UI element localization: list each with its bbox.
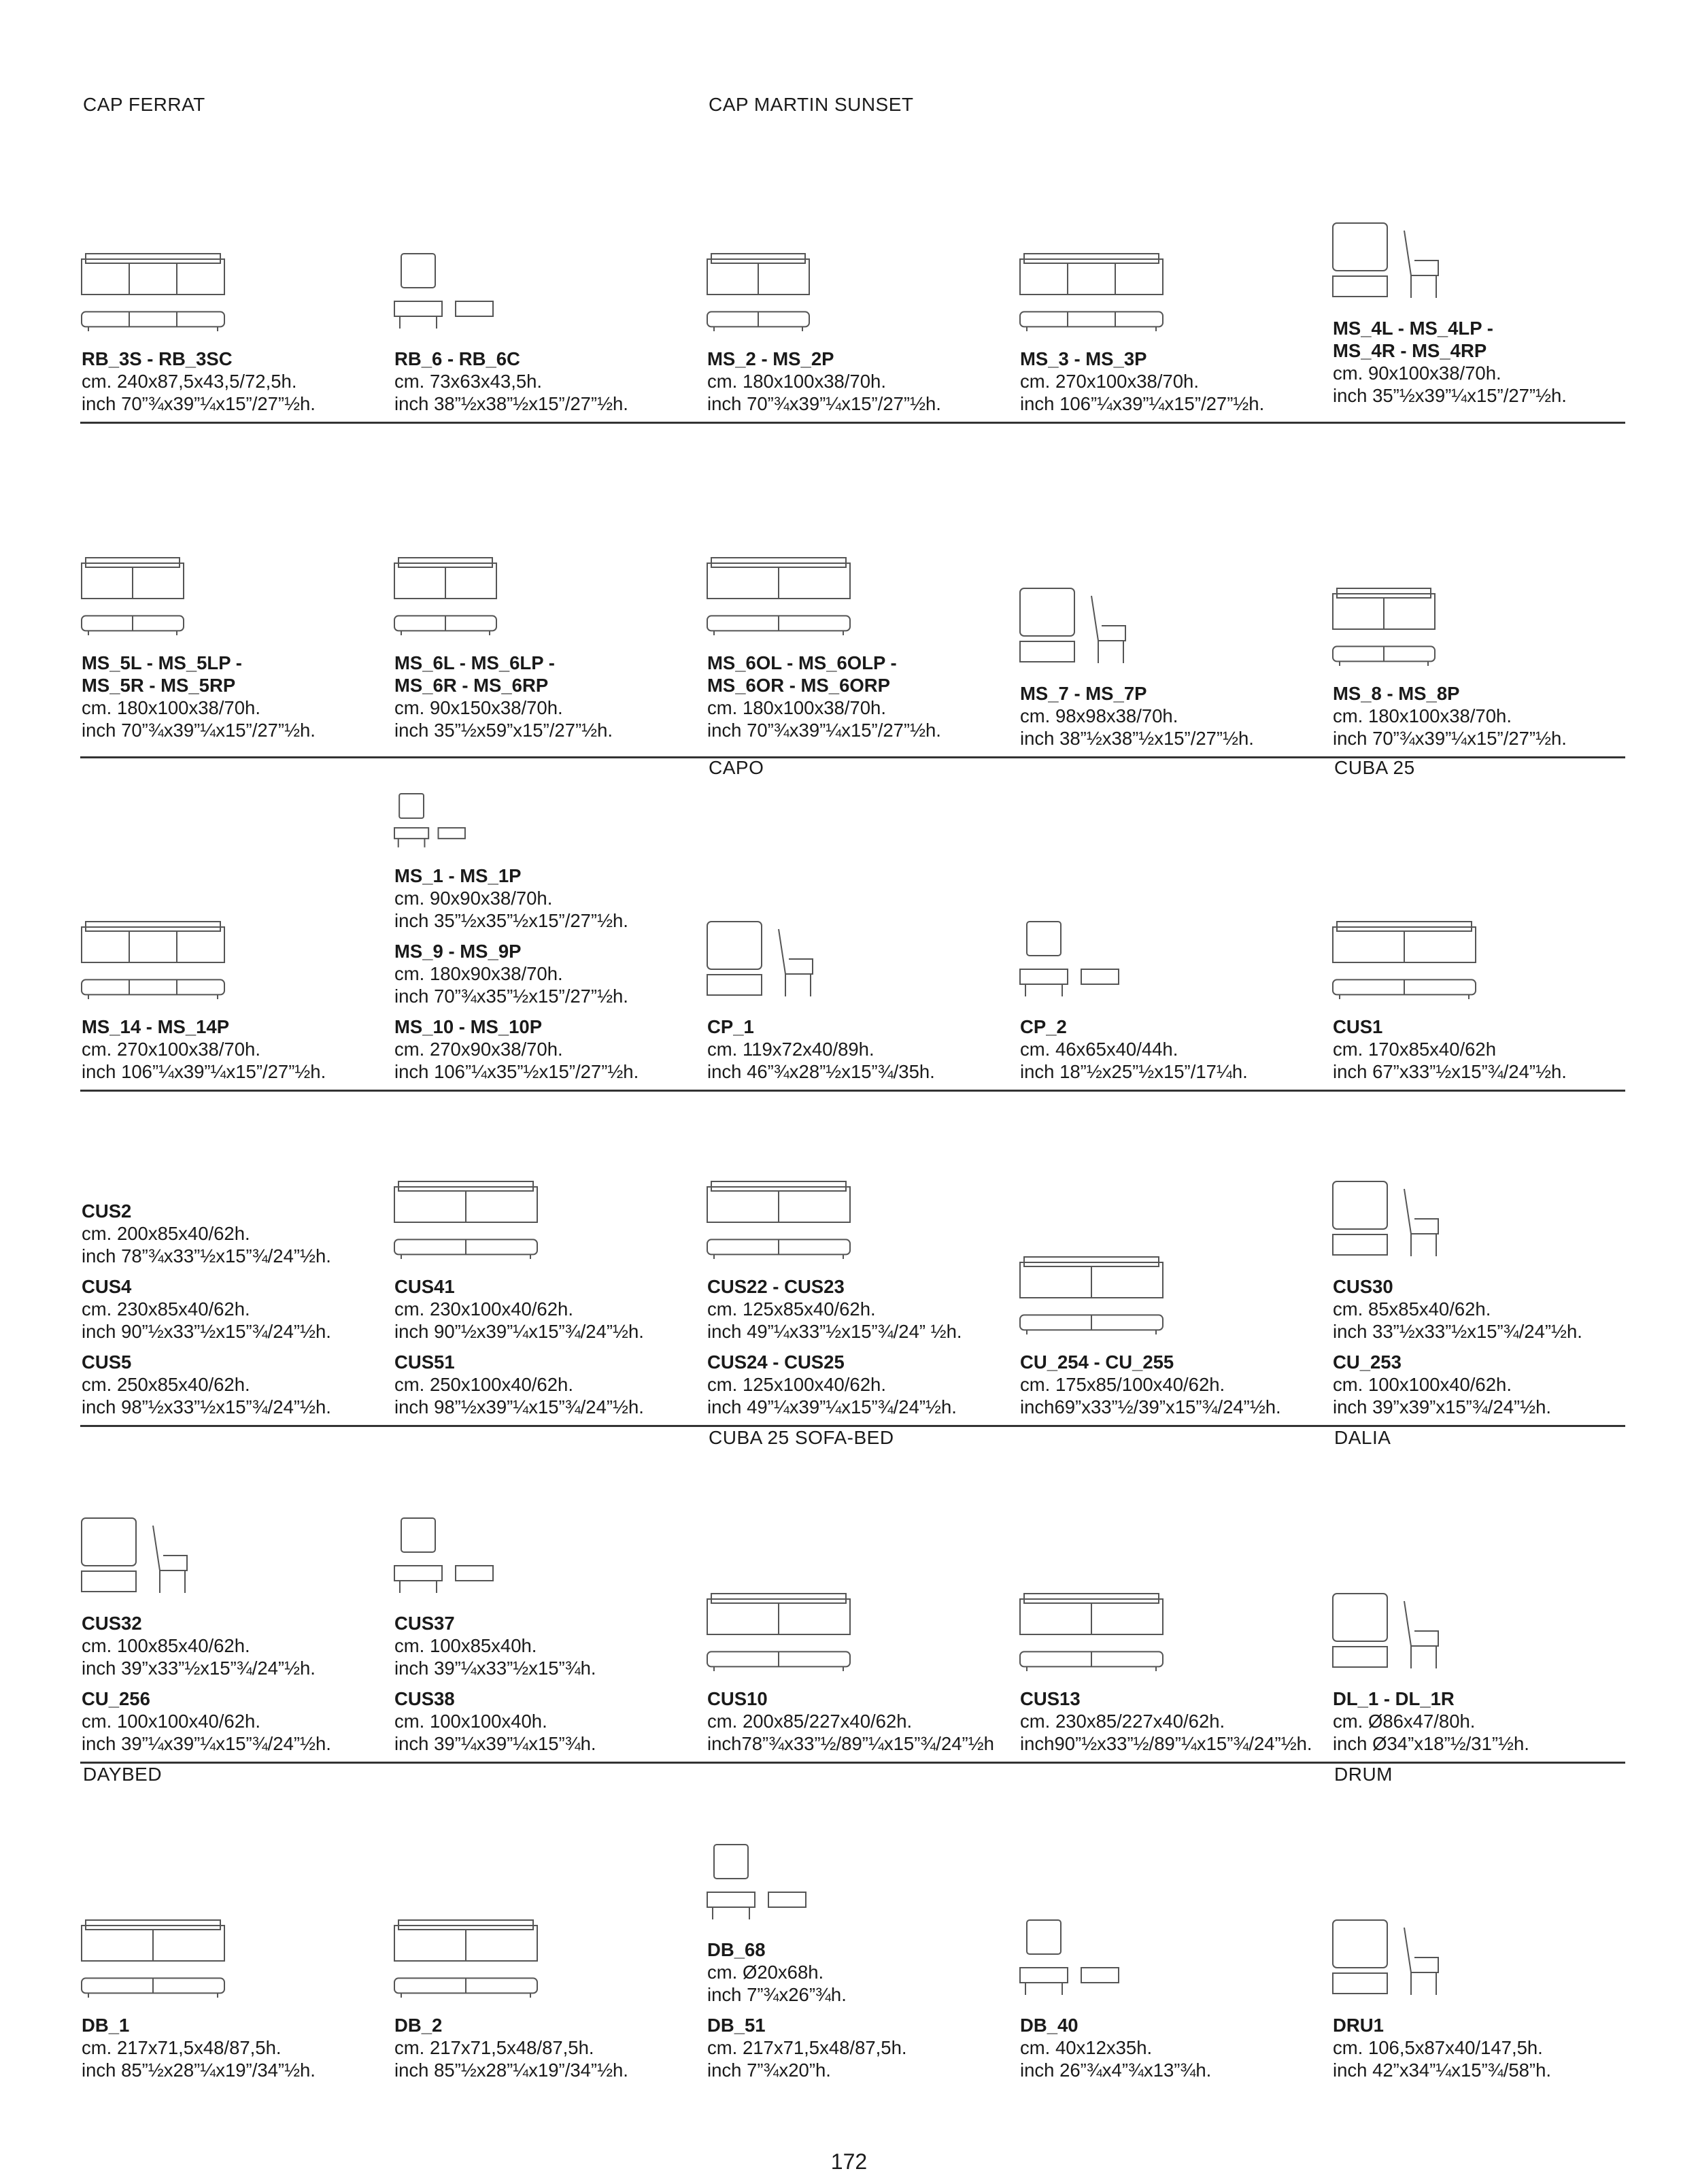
product-cell xyxy=(1333,758,1656,1090)
product-code: MS_2 - MS_2P xyxy=(707,348,834,369)
dimension-inch: inch90”½x33”½/89”¼x15”¾/24”½h. xyxy=(1020,1733,1312,1754)
product-spec xyxy=(394,864,628,932)
product-code: CUS32 xyxy=(82,1613,142,1634)
sofa-icon xyxy=(707,1161,864,1263)
dimension-inch: inch 35”½x59”x15”/27”½h. xyxy=(394,720,613,741)
product-cell xyxy=(394,1092,717,1425)
product-code: DB_68 xyxy=(707,1939,766,1960)
armchair-icon xyxy=(82,1498,238,1600)
stool-icon xyxy=(1020,901,1176,1003)
product-cell xyxy=(1333,75,1656,422)
dimension-inch: inch 49”¼x33”½x15”¾/24” ½h. xyxy=(707,1321,962,1342)
dimension-inch: inch 39”¼x33”½x15”¾h. xyxy=(394,1658,596,1679)
daybed-icon xyxy=(82,1900,238,2002)
product-code: MS_6OR - MS_6ORP xyxy=(707,675,890,696)
sofa-icon xyxy=(1333,901,1489,1003)
dimension-cm: cm. 100x100x40h. xyxy=(394,1711,547,1732)
product-spec xyxy=(1333,339,1567,407)
product-spec xyxy=(82,348,316,415)
product-spec xyxy=(1020,1351,1281,1418)
product-spec xyxy=(82,1687,331,1755)
dimension-inch: inch 39”x33”½x15”¾/24”½h. xyxy=(82,1658,316,1679)
dimension-inch: inch 106”¼x35”½x15”/27”½h. xyxy=(394,1061,639,1082)
product-code: DB_40 xyxy=(1020,2015,1079,2036)
ottoman-icon xyxy=(394,794,551,852)
product-code: CUS38 xyxy=(394,1688,455,1709)
armchair-icon xyxy=(1333,1161,1489,1263)
product-spec xyxy=(1333,682,1567,750)
dimension-inch: inch 67”x33”½x15”¾/24”½h. xyxy=(1333,1061,1567,1082)
product-spec xyxy=(82,1015,326,1083)
product-code: DL_1 - DL_1R xyxy=(1333,1688,1455,1709)
product-spec xyxy=(1333,1351,1551,1418)
dimension-inch: inch 85”½x28”¼x19”/34”½h. xyxy=(82,2060,316,2081)
product-code: DRU1 xyxy=(1333,2015,1384,2036)
dimension-inch: inch 90”½x39”¼x15”¾/24”½h. xyxy=(394,1321,644,1342)
dimension-cm: cm. 85x85x40/62h. xyxy=(1333,1298,1491,1320)
dimension-inch: inch 35”½x35”½x15”/27”½h. xyxy=(394,910,628,931)
product-cell xyxy=(1333,1765,1656,2088)
product-cell xyxy=(394,1765,717,2088)
section-title: CUBA 25 SOFA-BED xyxy=(709,1427,894,1448)
swivel-armchair-icon xyxy=(1333,1573,1489,1675)
dimension-inch: inch 70”¾x39”¼x15”/27”½h. xyxy=(82,720,316,741)
cushion-icon xyxy=(1020,1900,1176,2002)
dimension-cm: cm. 217x71,5x48/87,5h. xyxy=(82,2037,282,2058)
dimension-inch: inch 85”½x28”¼x19”/34”½h. xyxy=(394,2060,628,2081)
dimension-inch: inch 90”½x33”½x15”¾/24”½h. xyxy=(82,1321,331,1342)
dimension-cm: cm. 240x87,5x43,5/72,5h. xyxy=(82,371,297,392)
dimension-cm: cm. 250x85x40/62h. xyxy=(82,1374,250,1395)
product-cell xyxy=(1020,1092,1343,1425)
product-cell xyxy=(82,1428,405,1762)
product-code: MS_9 - MS_9P xyxy=(394,941,522,962)
product-cell xyxy=(1333,425,1656,756)
product-cell xyxy=(394,425,717,756)
product-spec xyxy=(707,1938,847,2006)
dimension-inch: inch 70”¾x39”¼x15”/27”½h. xyxy=(707,720,941,741)
dimension-inch: inch 106”¼x39”¼x15”/27”½h. xyxy=(82,1061,326,1082)
product-code: CUS10 xyxy=(707,1688,768,1709)
sofa-icon xyxy=(1020,1237,1176,1339)
dimension-cm: cm. 200x85/227x40/62h. xyxy=(707,1711,913,1732)
product-spec xyxy=(1020,348,1264,415)
product-cell xyxy=(707,425,1030,756)
product-code: MS_5L - MS_5LP - xyxy=(82,652,242,673)
dimension-cm: cm. 230x85x40/62h. xyxy=(82,1298,250,1320)
section-title: DAYBED xyxy=(83,1764,163,1785)
product-spec xyxy=(707,674,941,741)
product-code: MS_4L - MS_4LP - xyxy=(1333,318,1493,339)
product-spec xyxy=(707,1015,935,1083)
dimension-cm: cm. 200x85x40/62h. xyxy=(82,1223,250,1244)
sofa-3-seat-icon xyxy=(82,901,238,1003)
daybed-icon xyxy=(394,1900,551,2002)
armchair-icon xyxy=(707,901,864,1003)
dimension-inch: inch 39”¼x39”¼x15”¾h. xyxy=(394,1733,596,1754)
product-code: CUS37 xyxy=(394,1613,455,1634)
row-divider xyxy=(80,1762,1625,1764)
dimension-cm: cm. 46x65x40/44h. xyxy=(1020,1039,1178,1060)
dimension-inch: inch 7”¾x26”¾h. xyxy=(707,1984,847,2005)
product-code: MS_1 - MS_1P xyxy=(394,865,522,886)
dimension-inch: inch78”¾x33”½/89”¼x15”¾/24”½h xyxy=(707,1733,994,1754)
product-code: CUS13 xyxy=(1020,1688,1081,1709)
dimension-cm: cm. 170x85x40/62h xyxy=(1333,1039,1497,1060)
dimension-cm: cm. 100x100x40/62h. xyxy=(82,1711,260,1732)
dimension-inch: inch 39”x39”x15”¾/24”½h. xyxy=(1333,1396,1552,1417)
product-spec xyxy=(394,1275,644,1343)
product-cell xyxy=(707,75,1030,422)
product-code: RB_6 - RB_6C xyxy=(394,348,520,369)
product-spec xyxy=(82,2014,316,2081)
product-spec xyxy=(394,940,628,1007)
sofa-bed-icon xyxy=(1020,1573,1176,1675)
product-code: MS_10 - MS_10P xyxy=(394,1016,543,1037)
dimension-inch: inch 106”¼x39”¼x15”/27”½h. xyxy=(1020,393,1265,414)
dimension-inch: inch 26”¾x4”¾x13”¾h. xyxy=(1020,2060,1212,2081)
dimension-inch: inch 46”¾x28”½x15”¾/35h. xyxy=(707,1061,935,1082)
dimension-cm: cm. 270x100x38/70h. xyxy=(1020,371,1199,392)
product-spec xyxy=(1020,1687,1312,1755)
product-spec xyxy=(707,1275,962,1343)
sofa-bed-icon xyxy=(707,1573,864,1675)
sofa-3-seat-icon xyxy=(1020,233,1176,335)
cushion-icon xyxy=(707,1824,864,1926)
dimension-inch: inch 70”¾x35”½x15”/27”½h. xyxy=(394,986,628,1007)
sofa-2-seat-icon xyxy=(707,233,864,335)
section-title: CAPO xyxy=(709,757,764,778)
dimension-inch: inch 98”½x39”¼x15”¾/24”½h. xyxy=(394,1396,644,1417)
product-cell xyxy=(394,1428,717,1762)
product-code: CUS24 - CUS25 xyxy=(707,1351,845,1373)
pouf-icon xyxy=(394,233,551,335)
product-code: MS_8 - MS_8P xyxy=(1333,683,1460,704)
armchair-icon xyxy=(1333,1900,1489,2002)
section-title: DRUM xyxy=(1334,1764,1393,1785)
product-cell xyxy=(707,1765,1030,2088)
product-spec xyxy=(707,1351,957,1418)
sofa-icon xyxy=(394,1161,551,1263)
product-cell xyxy=(1020,425,1343,756)
product-code: MS_14 - MS_14P xyxy=(82,1016,230,1037)
dimension-cm: cm. 180x100x38/70h. xyxy=(707,697,886,718)
product-code: CUS51 xyxy=(394,1351,455,1373)
product-code: MS_7 - MS_7P xyxy=(1020,683,1147,704)
product-spec xyxy=(1333,2014,1551,2081)
dimension-inch: inch 39”¼x39”¼x15”¾/24”½h. xyxy=(82,1733,331,1754)
armless-module-icon xyxy=(1333,203,1489,305)
product-spec xyxy=(82,1275,331,1343)
dimension-cm: cm. 270x90x38/70h. xyxy=(394,1039,563,1060)
dimension-inch: inch 49”¼x39”¼x15”¾/24”½h. xyxy=(707,1396,957,1417)
dimension-cm: cm. 90x90x38/70h. xyxy=(394,888,553,909)
product-spec xyxy=(82,1200,331,1267)
product-code: CUS5 xyxy=(82,1351,132,1373)
product-cell xyxy=(707,758,1030,1090)
dimension-inch: inch 70”¾x39”¼x15”/27”½h. xyxy=(82,393,316,414)
sofa-2-seat-icon xyxy=(1333,568,1489,670)
product-code: CP_2 xyxy=(1020,1016,1067,1037)
dimension-inch: inch Ø34”x18”½/31”½h. xyxy=(1333,1733,1529,1754)
product-code: CUS1 xyxy=(1333,1016,1383,1037)
dimension-inch: inch 35”½x39”¼x15”/27”½h. xyxy=(1333,385,1567,406)
product-code: CUS41 xyxy=(394,1276,455,1297)
dimension-inch: inch 98”½x33”½x15”¾/24”½h. xyxy=(82,1396,331,1417)
section-title: CUBA 25 xyxy=(1334,757,1415,778)
product-cell xyxy=(394,75,717,422)
product-cell xyxy=(1020,75,1343,422)
product-spec xyxy=(1333,1275,1582,1343)
dimension-inch: inch 70”¾x39”¼x15”/27”½h. xyxy=(707,393,941,414)
dimension-inch: inch 70”¾x39”¼x15”/27”½h. xyxy=(1333,728,1567,749)
open-end-sofa-icon xyxy=(707,537,864,639)
dimension-cm: cm. 125x100x40/62h. xyxy=(707,1374,886,1395)
product-cell xyxy=(82,758,405,1090)
dimension-inch: inch 38”½x38”½x15”/27”½h. xyxy=(1020,728,1254,749)
page-number: 172 xyxy=(830,2149,868,2174)
product-code: RB_3S - RB_3SC xyxy=(82,348,233,369)
product-cell xyxy=(707,1092,1030,1425)
product-cell xyxy=(707,1428,1030,1762)
product-cell xyxy=(1020,758,1343,1090)
dimension-cm: cm. 119x72x40/89h. xyxy=(707,1039,875,1060)
pouf-icon xyxy=(394,1498,551,1600)
dimension-inch: inch 38”½x38”½x15”/27”½h. xyxy=(394,393,628,414)
product-code: CUS4 xyxy=(82,1276,132,1297)
dimension-cm: cm. 40x12x35h. xyxy=(1020,2037,1153,2058)
dimension-cm: cm. 270x100x38/70h. xyxy=(82,1039,260,1060)
dimension-cm: cm. Ø20x68h. xyxy=(707,1962,824,1983)
dimension-cm: cm. 180x100x38/70h. xyxy=(1333,705,1512,726)
dimension-cm: cm. 90x100x38/70h. xyxy=(1333,363,1501,384)
product-spec xyxy=(394,674,613,741)
product-spec xyxy=(394,2014,628,2081)
product-code: MS_5R - MS_5RP xyxy=(82,675,236,696)
product-code: CUS30 xyxy=(1333,1276,1393,1297)
section-title: CAP MARTIN SUNSET xyxy=(709,94,914,115)
dimension-cm: cm. 180x100x38/70h. xyxy=(707,371,886,392)
product-spec xyxy=(394,1612,596,1679)
dimension-cm: cm. 175x85/100x40/62h. xyxy=(1020,1374,1225,1395)
product-code: MS_3 - MS_3P xyxy=(1020,348,1147,369)
dimension-inch: inch 33”½x33”½x15”¾/24”½h. xyxy=(1333,1321,1582,1342)
section-title: CAP FERRAT xyxy=(83,94,205,115)
product-spec xyxy=(1333,317,1493,339)
dimension-cm: cm. 125x85x40/62h. xyxy=(707,1298,876,1320)
product-spec xyxy=(1333,1687,1529,1755)
dimension-cm: cm. 250x100x40/62h. xyxy=(394,1374,573,1395)
product-spec xyxy=(707,2014,907,2081)
product-code: CU_253 xyxy=(1333,1351,1402,1373)
product-spec xyxy=(394,348,628,415)
product-cell xyxy=(1333,1092,1656,1425)
product-code: MS_6OL - MS_6OLP - xyxy=(707,652,897,673)
sofa-2-seat-icon xyxy=(82,537,238,639)
product-spec xyxy=(394,1015,639,1083)
product-spec xyxy=(1333,1015,1567,1083)
product-spec xyxy=(707,652,897,674)
dimension-cm: cm. 230x100x40/62h. xyxy=(394,1298,573,1320)
product-spec xyxy=(394,1351,644,1418)
product-code: MS_4R - MS_4RP xyxy=(1333,340,1487,361)
dimension-inch: inch 78”¾x33”½x15”¾/24”½h. xyxy=(82,1245,331,1266)
product-spec xyxy=(82,1351,331,1418)
product-spec xyxy=(394,1687,596,1755)
dimension-cm: cm. 100x85x40/62h. xyxy=(82,1635,250,1656)
row-divider xyxy=(80,422,1625,424)
dimension-cm: cm. 106,5x87x40/147,5h. xyxy=(1333,2037,1543,2058)
dimension-cm: cm. 90x150x38/70h. xyxy=(394,697,563,718)
dimension-cm: cm. 180x100x38/70h. xyxy=(82,697,260,718)
product-code: CUS22 - CUS23 xyxy=(707,1276,845,1297)
product-spec xyxy=(1020,682,1254,750)
product-spec xyxy=(1020,1015,1248,1083)
product-spec xyxy=(707,1687,994,1755)
product-code: CU_256 xyxy=(82,1688,150,1709)
product-cell xyxy=(82,425,405,756)
product-code: DB_51 xyxy=(707,2015,766,2036)
product-code: CP_1 xyxy=(707,1016,754,1037)
product-cell xyxy=(82,1765,405,2088)
product-code: DB_1 xyxy=(82,2015,130,2036)
dimension-cm: cm. 100x85x40h. xyxy=(394,1635,537,1656)
product-spec xyxy=(82,674,316,741)
product-spec xyxy=(82,652,242,674)
dimension-cm: cm. 217x71,5x48/87,5h. xyxy=(707,2037,907,2058)
dimension-cm: cm. 73x63x43,5h. xyxy=(394,371,543,392)
sofa-3-seat-icon xyxy=(82,233,238,335)
product-cell xyxy=(1020,1765,1343,2088)
product-code: MS_6L - MS_6LP - xyxy=(394,652,555,673)
section-title: DALIA xyxy=(1334,1427,1391,1448)
dimension-cm: cm. 217x71,5x48/87,5h. xyxy=(394,2037,594,2058)
dimension-inch: inch 42”x34”¼x15”¾/58”h. xyxy=(1333,2060,1552,2081)
product-spec xyxy=(707,348,941,415)
chaise-longue-icon xyxy=(394,537,551,639)
dimension-inch: inch69”x33”½/39”x15”¾/24”½h. xyxy=(1020,1396,1281,1417)
product-code: CUS2 xyxy=(82,1200,132,1222)
product-cell xyxy=(394,758,717,1090)
product-code: DB_2 xyxy=(394,2015,443,2036)
dimension-cm: cm. 98x98x38/70h. xyxy=(1020,705,1178,726)
dimension-cm: cm. 180x90x38/70h. xyxy=(394,963,563,984)
product-cell xyxy=(1333,1428,1656,1762)
product-cell xyxy=(82,1092,405,1425)
corner-module-icon xyxy=(1020,568,1176,670)
product-spec xyxy=(1020,2014,1211,2081)
dimension-inch: inch 7”¾x20”h. xyxy=(707,2060,831,2081)
dimension-cm: cm. Ø86x47/80h. xyxy=(1333,1711,1476,1732)
product-cell xyxy=(82,75,405,422)
product-code: MS_6R - MS_6RP xyxy=(394,675,549,696)
product-cell xyxy=(1020,1428,1343,1762)
dimension-inch: inch 18”½x25”½x15”/17¼h. xyxy=(1020,1061,1248,1082)
dimension-cm: cm. 100x100x40/62h. xyxy=(1333,1374,1512,1395)
product-spec xyxy=(394,652,555,674)
product-code: CU_254 - CU_255 xyxy=(1020,1351,1174,1373)
product-spec xyxy=(82,1612,316,1679)
dimension-cm: cm. 230x85/227x40/62h. xyxy=(1020,1711,1225,1732)
